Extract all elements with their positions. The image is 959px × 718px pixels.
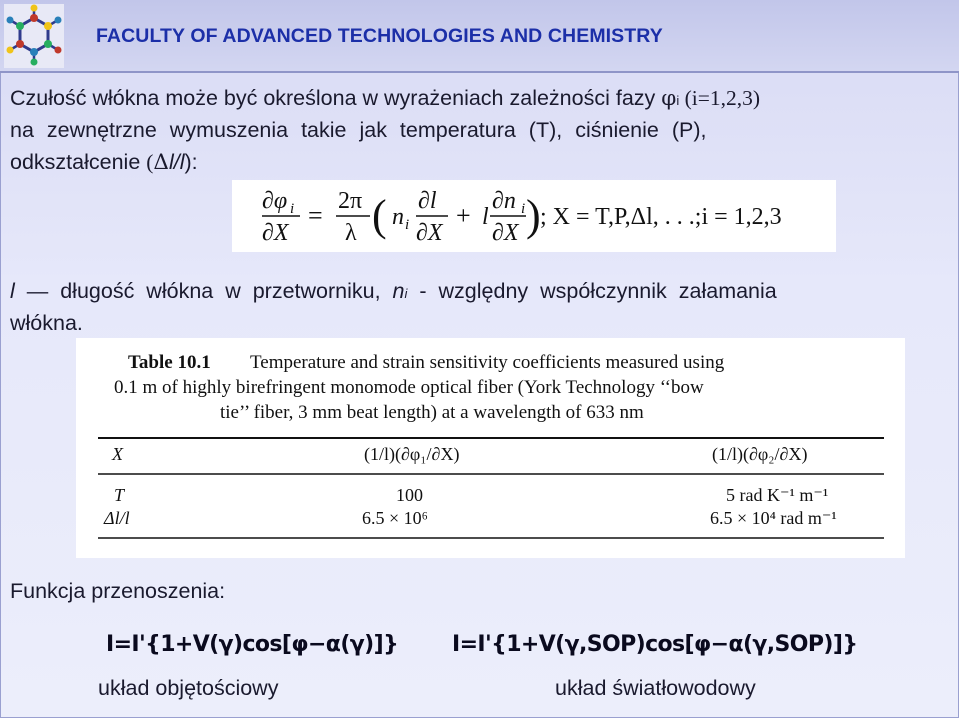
paren-close: ): — [184, 150, 198, 174]
table-caption-label: Table 10.1 — [128, 352, 211, 373]
transfer-formula-fiber: I=I'{1+V(γ,SOP)cos[φ−α(γ,SOP)]} — [452, 632, 858, 657]
caption-fiber-system: układ światłowodowy — [555, 676, 756, 700]
formula-coef-numerator: 2π — [338, 188, 363, 214]
formula-plus: + — [456, 201, 471, 230]
formula-paren-close: ) — [526, 191, 541, 240]
def-l-text: — długość włókna w przetworniku, — [14, 279, 393, 303]
formula-tail: ; X = T,P,Δl, . . .;i = 1,2,3 — [540, 204, 782, 230]
def-n-text: - względny współczynnik załamania — [407, 279, 777, 303]
intro-line-3 — [10, 150, 198, 175]
formula-lhs-denominator: ∂X — [262, 220, 289, 246]
table-row-1-phi1: 100 — [396, 485, 423, 505]
formula-lhs-num-sub: i — [290, 201, 295, 217]
sensitivity-table — [76, 338, 905, 558]
formula-n-sub: i — [405, 217, 410, 233]
phi-subscript: i — [676, 93, 680, 108]
transfer-formula-bulk: I=I'{1+V(γ)cos[φ−α(γ)]} — [106, 632, 399, 657]
table-caption-line-1: Temperature and strain sensitivity coefficients measured using — [250, 352, 725, 373]
formula-lhs-numerator: ∂φ — [262, 188, 288, 214]
formula-coef-denominator: λ — [345, 220, 357, 246]
intro-line-1-text: Czułość włókna może być określona w wyrażeniach zależności fazy — [10, 86, 662, 110]
table-row-2-label: Δl/l — [104, 508, 130, 528]
table-row-1-label: T — [114, 485, 125, 505]
transfer-function-label: Funkcja przenoszenia: — [10, 579, 226, 603]
table-row-2-phi2: 6.5 × 10⁴ rad m⁻¹ — [710, 508, 837, 528]
delta-symbol: Δ — [153, 150, 169, 175]
formula-dn-numerator: ∂n — [492, 188, 516, 214]
def-l: l — [10, 279, 15, 303]
table-row-2-phi1: 6.5 × 10⁶ — [362, 508, 428, 528]
formula-l: l — [482, 204, 489, 230]
formula-paren-open: ( — [372, 191, 387, 240]
intro-line-1 — [10, 86, 760, 111]
formula-n: n — [392, 204, 404, 230]
phase-sensitivity-formula — [232, 180, 836, 252]
intro-line-2: na zewnętrzne wymuszenia takie jak temperatura (T), ciśnienie (P), — [10, 118, 707, 142]
definition-line-1 — [10, 279, 777, 304]
formula-dl-denominator: ∂X — [416, 220, 443, 246]
header-title: FACULTY OF ADVANCED TECHNOLOGIES AND CHEMISTRY — [96, 25, 663, 47]
formula-equals: = — [308, 201, 323, 230]
formula-dn-num-sub: i — [521, 201, 526, 217]
def-n-sub: i — [404, 286, 408, 301]
table-caption-line-3: tie’’ fiber, 3 mm beat length) at a wavelength of 633 nm — [220, 402, 644, 423]
formula-dl-numerator: ∂l — [418, 188, 437, 214]
table-header-phi1: (1/l)(∂φ₁/∂X) — [364, 444, 460, 464]
paren-open: ( — [146, 150, 154, 174]
phi-symbol: φ — [661, 86, 677, 111]
table-caption-line-2: 0.1 m of highly birefringent monomode optical fiber (York Technology ‘‘bow — [114, 377, 704, 398]
intro-line-3-text: odkształcenie — [10, 150, 147, 174]
definition-line-2: włókna. — [10, 311, 83, 335]
table-header-phi2: (1/l)(∂φ₂/∂X) — [712, 444, 808, 464]
strain-ratio: l/l — [168, 150, 185, 174]
caption-bulk-system: układ objętościowy — [98, 676, 279, 700]
slide-header — [0, 0, 959, 73]
table-row-1-phi2: 5 rad K⁻¹ m⁻¹ — [726, 485, 829, 505]
molecule-logo-icon — [4, 4, 64, 68]
index-range: (i=1,2,3) — [679, 86, 760, 110]
def-n: n — [392, 279, 405, 303]
table-header-x: X — [112, 444, 123, 464]
formula-dn-denominator: ∂X — [492, 220, 519, 246]
